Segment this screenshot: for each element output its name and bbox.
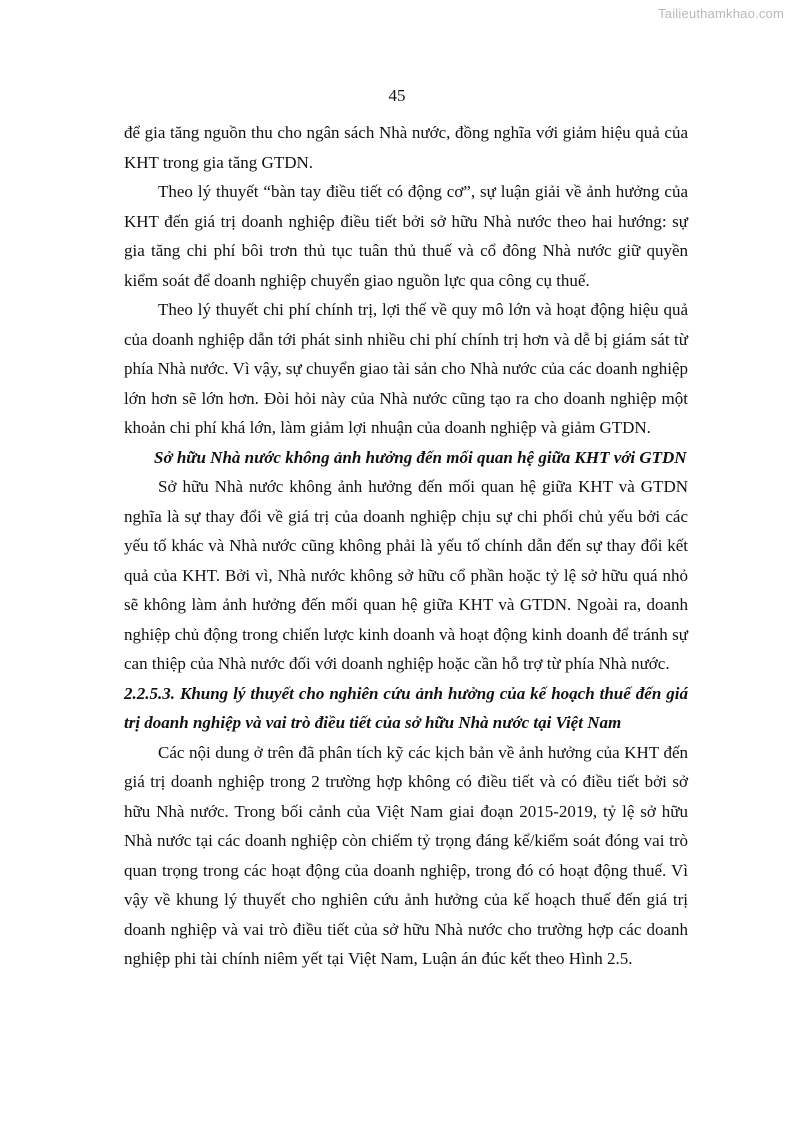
- paragraph-no-effect: Sở hữu Nhà nước không ảnh hưởng đến mối quan hệ giữa KHT và GTDN nghĩa là sự thay đổi về giá trị của doanh nghiệp chịu sự chi phối chủ yếu bởi các yếu tố khác và Nhà nước cũng không phải là yếu tố chính dẫn đến sự thay đổi kết quả của KHT. Bởi vì, Nhà nước không sở hữu cổ phần hoặc tỷ lệ sở hữu quá nhỏ sẽ không làm ảnh hưởng đến mối quan hệ giữa KHT và GTDN. Ngoài ra, doanh nghiệp chủ động trong chiến lược kinh doanh và hoạt động kinh doanh để tránh sự can thiệp của Nhà nước đối với doanh nghiệp hoặc cần hỗ trợ từ phía Nhà nước.: [124, 477, 688, 673]
- paragraph-motivated-regulation-theory: Theo lý thuyết “bàn tay điều tiết có động cơ”, sự luận giải về ảnh hưởng của KHT đến giá trị doanh nghiệp điều tiết bởi sở hữu Nhà nước theo hai hướng: sự gia tăng chi phí bôi trơn thủ tục tuân thủ thuế và cổ đông Nhà nước giữ quyền kiểm soát để doanh nghiệp chuyển giao nguồn lực qua công cụ thuế.: [124, 182, 688, 290]
- paragraph-framework: Các nội dung ở trên đã phân tích kỹ các kịch bản về ảnh hưởng của KHT đến giá trị doanh nghiệp trong 2 trường hợp không có điều tiết và có điều tiết bởi sở hữu Nhà nước. Trong bối cảnh của Việt Nam giai đoạn 2015-2019, tỷ lệ sở hữu Nhà nước tại các doanh nghiệp còn chiếm tỷ trọng đáng kể/kiểm soát đóng vai trò quan trọng trong các hoạt động của doanh nghiệp, trong đó có hoạt động thuế. Vì vậy về khung lý thuyết cho nghiên cứu ảnh hưởng của kế hoạch thuế đến giá trị doanh nghiệp và vai trò điều tiết của sở hữu Nhà nước cho trường hợp các doanh nghiệp phi tài chính niêm yết tại Việt Nam, Luận án đúc kết theo Hình 2.5.: [124, 742, 688, 968]
- paragraph-political-cost-theory: Theo lý thuyết chi phí chính trị, lợi thế về quy mô lớn và hoạt động hiệu quả của doanh nghiệp dẫn tới phát sinh nhiều chi phí chính trị hơn và dễ bị giám sát từ phía Nhà nước. Vì vậy, sự chuyển giao tài sản cho Nhà nước của các doanh nghiệp lớn hơn sẽ lớn hơn. Đòi hỏi này của Nhà nước cũng tạo ra cho doanh nghiệp một khoản chi phí khá lớn, làm giảm lợi nhuận của doanh nghiệp và giảm GTDN.: [124, 300, 688, 437]
- paragraph-continuation: để gia tăng nguồn thu cho ngân sách Nhà nước, đồng nghĩa với giảm hiệu quả của KHT trong gia tăng GTDN.: [124, 123, 688, 172]
- page-number: 45: [388, 86, 406, 105]
- subheading-no-effect: Sở hữu Nhà nước không ảnh hưởng đến mối quan hệ giữa KHT với GTDN: [154, 447, 687, 467]
- watermark-text: Tailieuthamkhao.com: [658, 6, 784, 21]
- section-heading-2-2-5-3: 2.2.5.3. Khung lý thuyết cho nghiên cứu ảnh hưởng của kế hoạch thuế đến giá trị doanh nghiệp và vai trò điều tiết của sở hữu Nhà nước tại Việt Nam: [124, 683, 688, 732]
- document-body: [124, 118, 688, 974]
